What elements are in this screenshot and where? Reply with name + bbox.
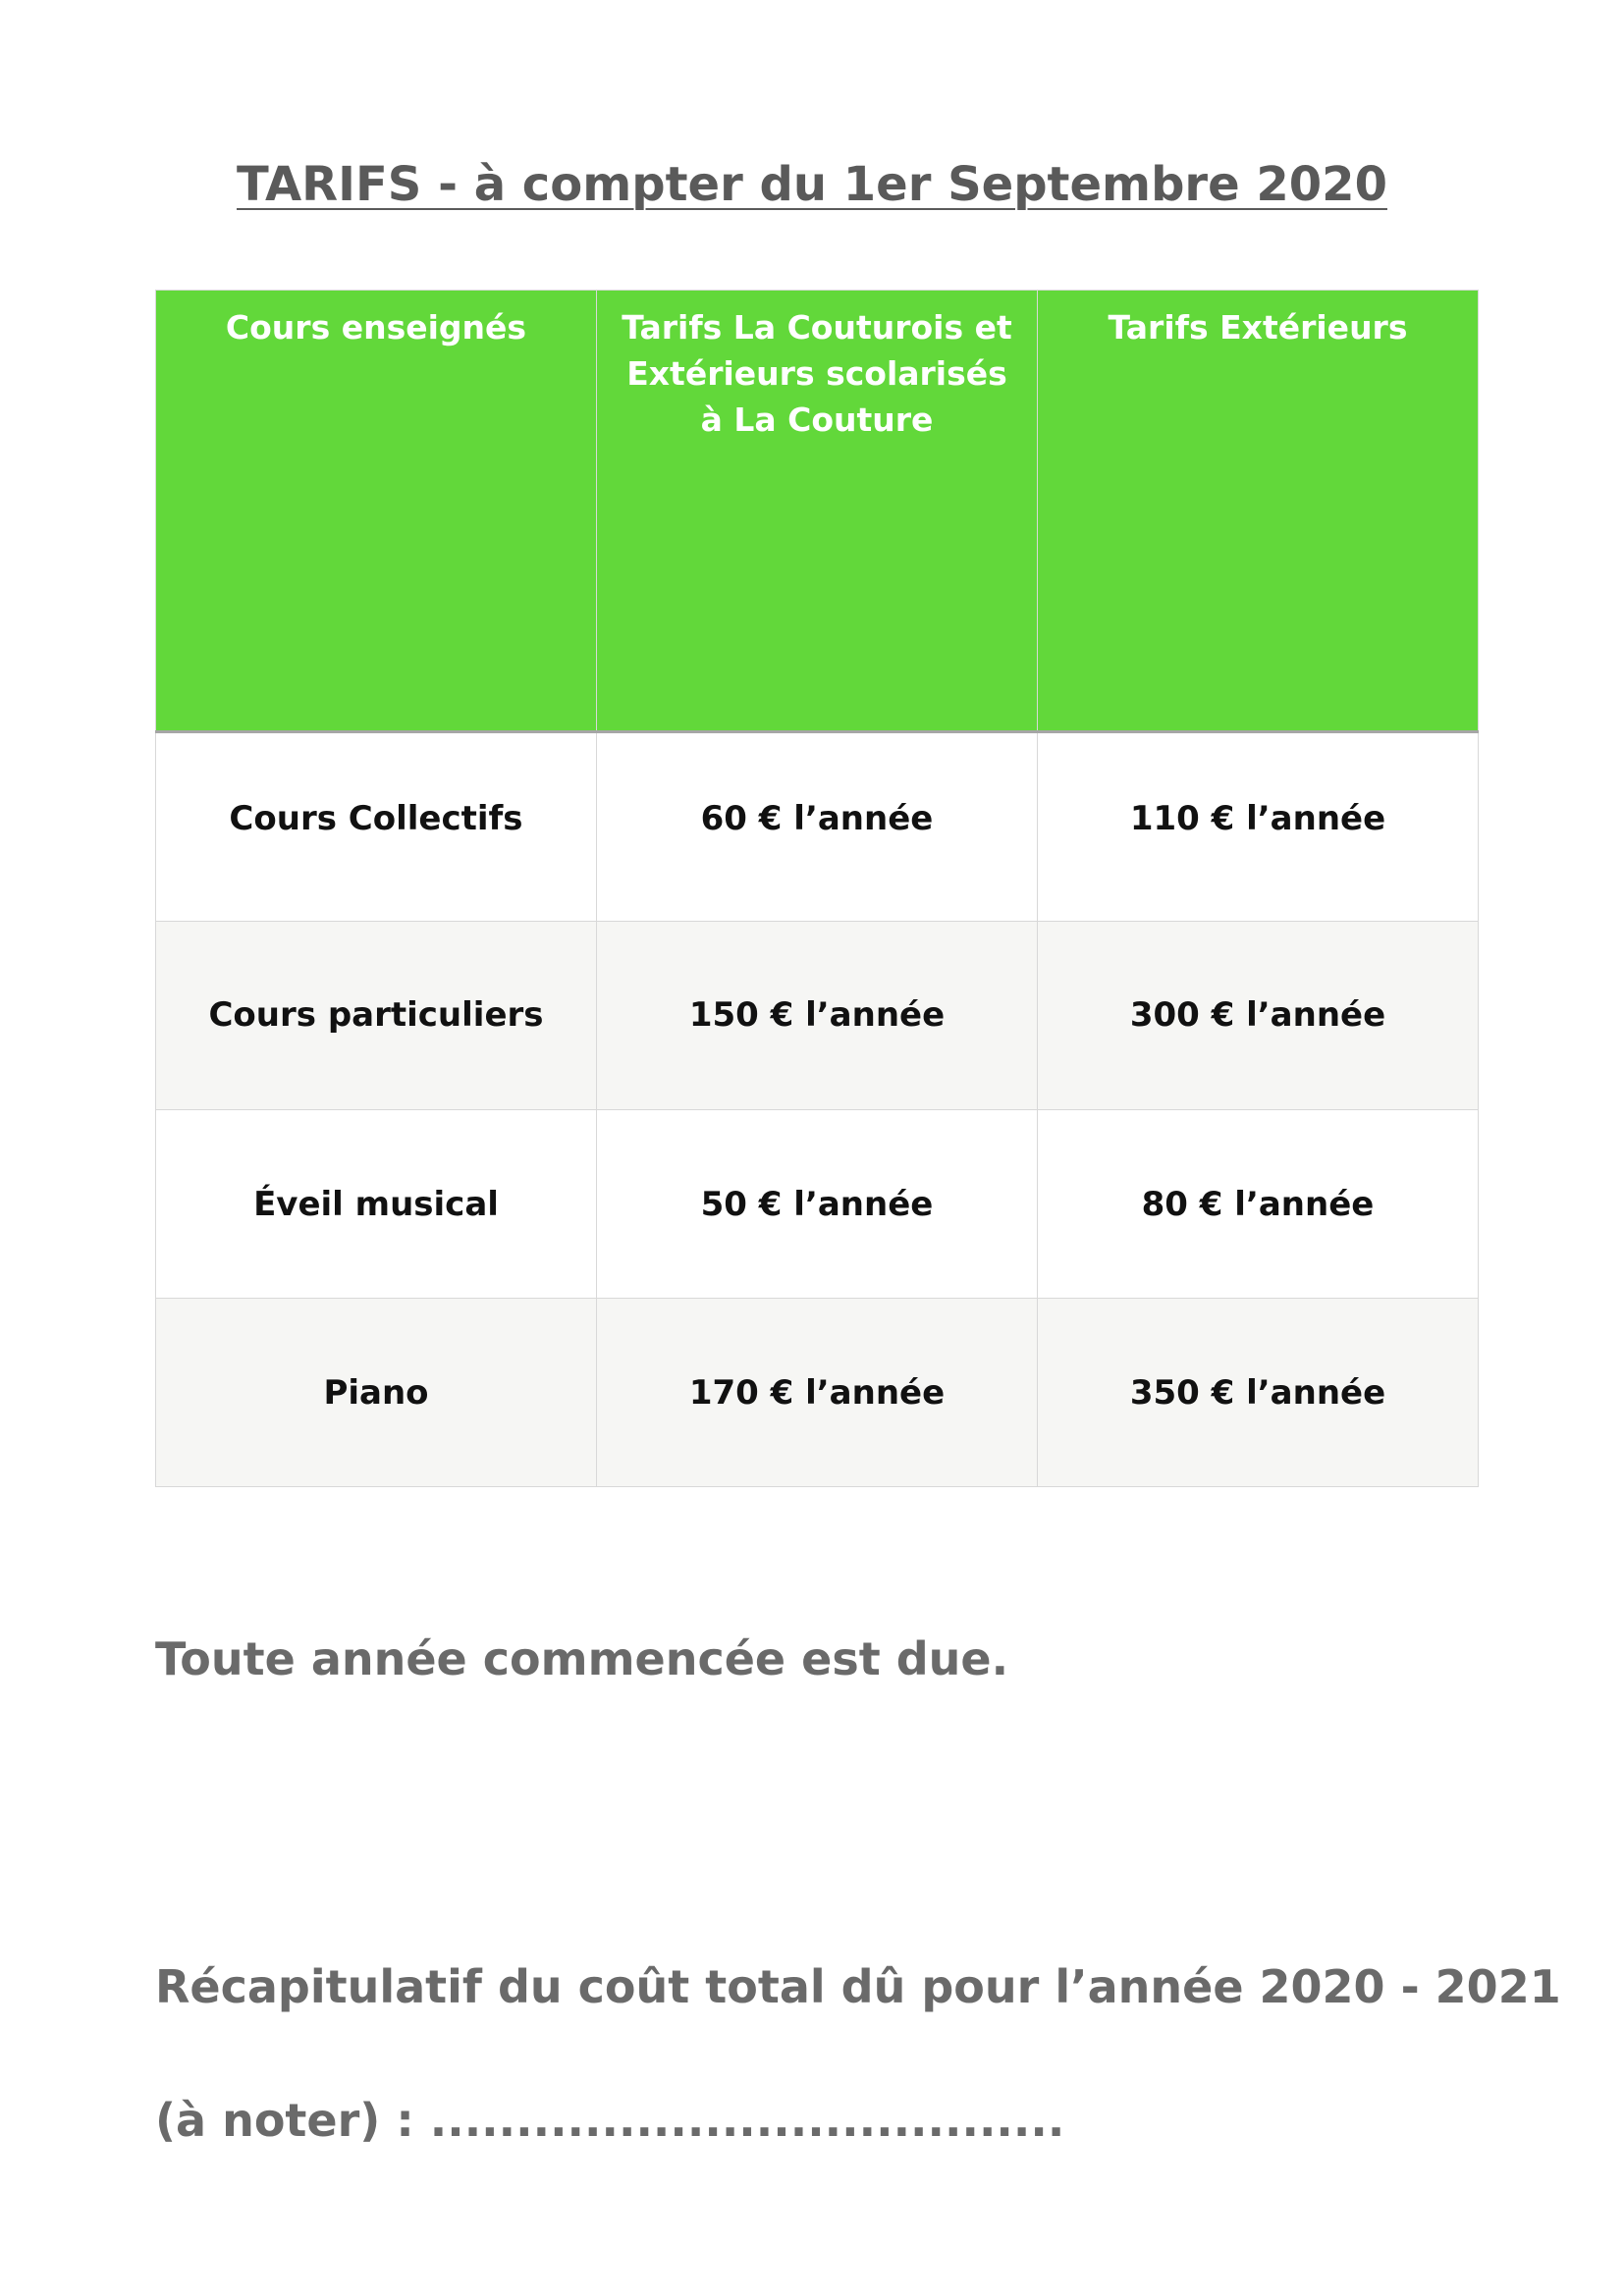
course-name: Piano bbox=[156, 1299, 597, 1487]
table-row bbox=[156, 1110, 1479, 1299]
course-name: Cours particuliers bbox=[156, 922, 597, 1110]
tarifs-table bbox=[155, 290, 1479, 1487]
recap-heading: Récapitulatif du coût total dû pour l’année 2020 - 2021 bbox=[155, 1960, 1561, 2013]
price-exterior: 80 € l’année bbox=[1038, 1110, 1479, 1299]
to-note-line: (à noter) : ..................................... bbox=[155, 2094, 1065, 2147]
price-exterior: 110 € l’année bbox=[1038, 732, 1479, 922]
price-exterior: 350 € l’année bbox=[1038, 1299, 1479, 1487]
table-row bbox=[156, 1299, 1479, 1487]
header-tarifs-la-couturois: Tarifs La Couturois et Extérieurs scolarisés à La Couture bbox=[597, 291, 1038, 732]
page-title: TARIFS - à compter du 1er Septembre 2020 bbox=[237, 157, 1387, 212]
table-row bbox=[156, 732, 1479, 922]
price-local: 150 € l’année bbox=[597, 922, 1038, 1110]
header-cours-enseignes: Cours enseignés bbox=[156, 291, 597, 732]
price-exterior: 300 € l’année bbox=[1038, 922, 1479, 1110]
header-tarifs-exterieurs: Tarifs Extérieurs bbox=[1038, 291, 1479, 732]
table-header-row bbox=[156, 291, 1479, 732]
price-local: 60 € l’année bbox=[597, 732, 1038, 922]
table-row bbox=[156, 922, 1479, 1110]
year-due-note: Toute année commencée est due. bbox=[155, 1632, 1009, 1685]
course-name: Cours Collectifs bbox=[156, 732, 597, 922]
course-name: Éveil musical bbox=[156, 1110, 597, 1299]
price-local: 50 € l’année bbox=[597, 1110, 1038, 1299]
price-local: 170 € l’année bbox=[597, 1299, 1038, 1487]
